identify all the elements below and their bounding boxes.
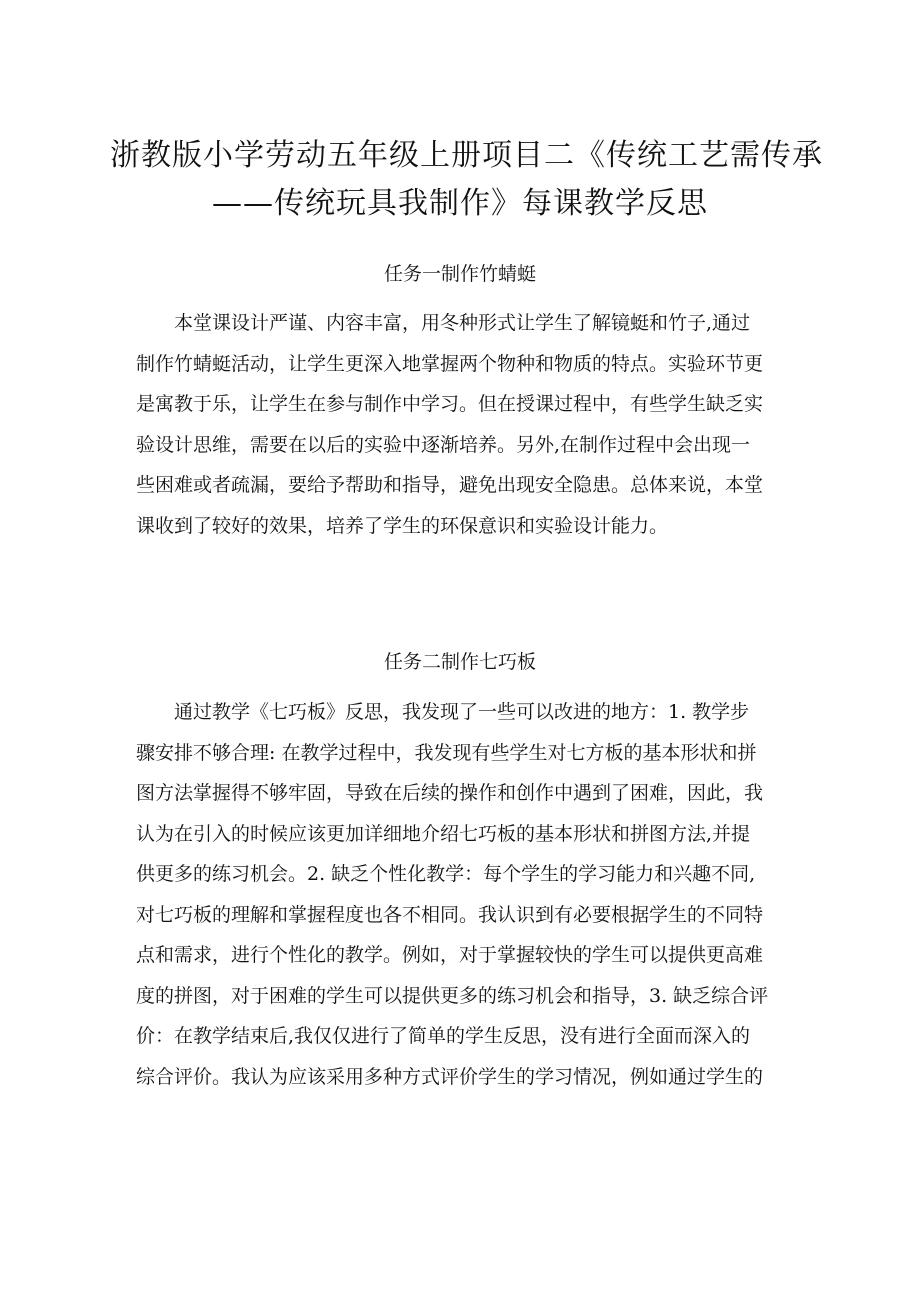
paragraph-line: 验设计思维，需要在以后的实验中逐渐培养。另外,在制作过程中会出现一 xyxy=(136,433,751,456)
paragraph-line: 价：在教学结束后,我仅仅进行了简单的学生反思，没有进行全面而深入的 xyxy=(136,1025,751,1047)
title-line-1: 浙教版小学劳动五年级上册项目二《传统工艺需传承 xyxy=(110,138,823,174)
paragraph-line: 骤安排不够合理: 在教学过程中，我发现有些学生对七方板的基本形状和拼 xyxy=(136,741,757,764)
section-heading-task-1: 任务一制作竹蜻蜓 xyxy=(383,263,536,285)
paragraph-line: 些困难或者疏漏，要给予帮助和指导，避免出现安全隐患。总体来说，本堂 xyxy=(136,474,764,496)
paragraph-line: 对七巧板的理解和掌握程度也各不相同。我认识到有必要根据学生的不同特 xyxy=(136,903,764,926)
paragraph-line: 制作竹蜻蜓活动，让学生更深入地掌握两个物种和物质的特点。实验环节更 xyxy=(136,352,764,375)
paragraph-line: 认为在引入的时候应该更加详细地介绍七巧板的基本形状和拼图方法,并提 xyxy=(136,822,751,845)
paragraph-line: 供更多的练习机会。2. 缺乏个性化教学：每个学生的学习能力和兴趣不同, xyxy=(136,863,756,885)
paragraph-line: 是寓教于乐，让学生在参与制作中学习。但在授课过程中，有些学生缺乏实 xyxy=(136,393,764,415)
section-paragraph-task-1 xyxy=(136,303,800,546)
paragraph-line: 图方法掌握得不够牢固，导致在后续的操作和创作中遇到了困难，因此，我 xyxy=(136,782,764,804)
section-paragraph-task-2 xyxy=(136,692,800,1097)
paragraph-line: 本堂课设计严谨、内容丰富，用冬种形式让学生了解镜蜓和竹子,通过 xyxy=(174,312,751,334)
paragraph-line: 通过教学《七巧板》反思，我发现了一些可以改进的地方：1. 教学步 xyxy=(174,701,750,723)
paragraph-line: 课收到了较好的效果，培养了学生的环保意识和实验设计能力。 xyxy=(136,514,669,537)
document-title xyxy=(110,132,823,228)
paragraph-line: 点和需求，进行个性化的教学。例如，对于掌握较快的学生可以提供更高难 xyxy=(136,944,764,966)
paragraph-line: 度的拼图，对于困难的学生可以提供更多的练习机会和指导，3. 缺乏综合评 xyxy=(136,984,769,1007)
section-heading-task-2: 任务二制作七巧板 xyxy=(383,651,536,673)
paragraph-line: 综合评价。我认为应该采用多种方式评价学生的学习情况，例如通过学生的 xyxy=(136,1065,764,1088)
title-line-2: ——传统玩具我制作》每课教学反思 xyxy=(212,186,708,222)
